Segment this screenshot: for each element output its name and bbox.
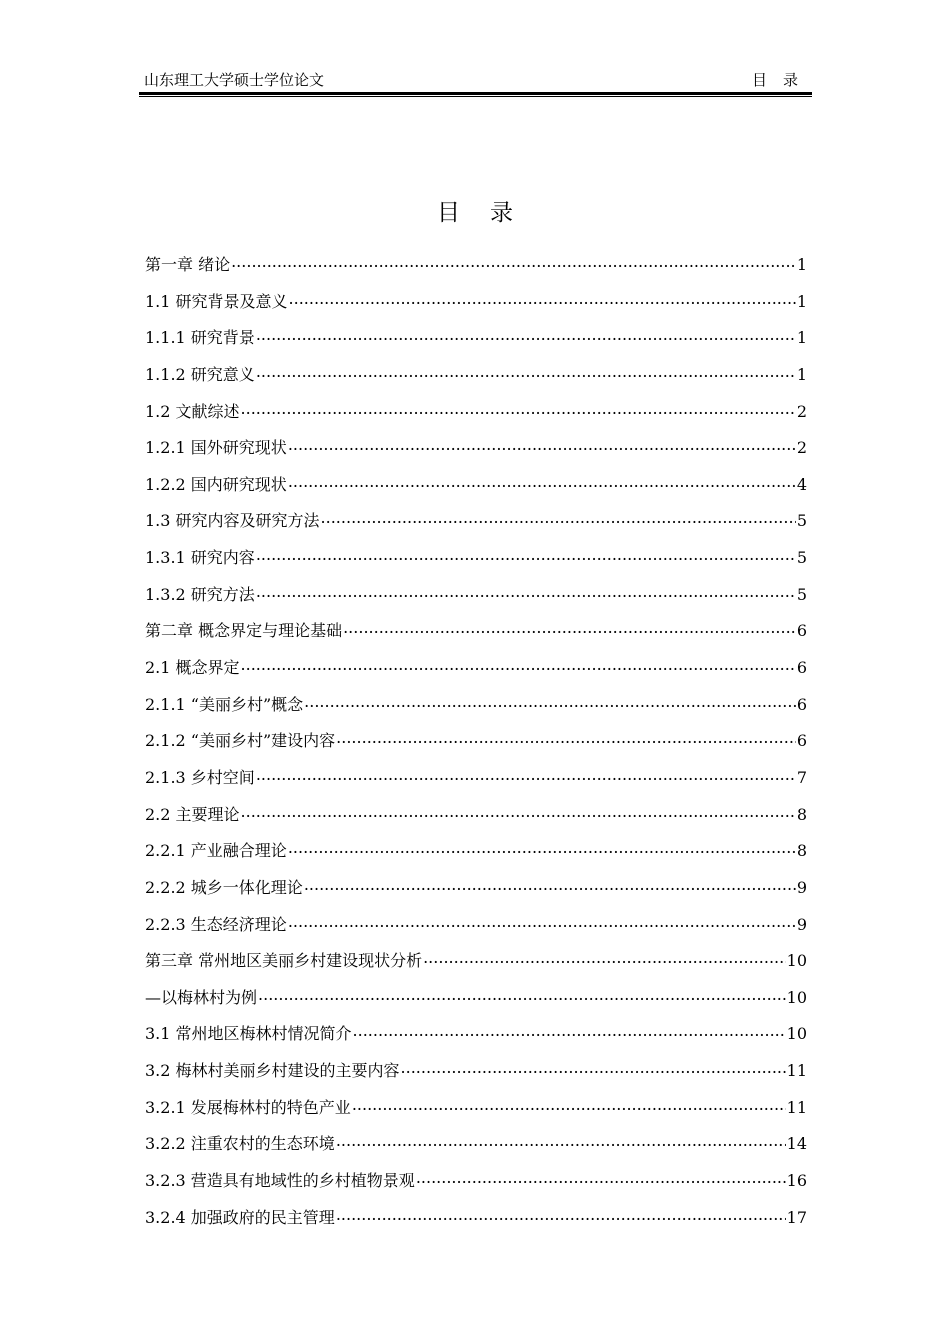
toc-entry[interactable] [145, 1095, 807, 1132]
toc-entry-label: 2.1.3 乡村空间 [145, 767, 255, 787]
toc-entry-label: 3.2.3 营造具有地域性的乡村植物景观 [145, 1171, 415, 1191]
toc-entry[interactable] [145, 948, 807, 985]
toc-leader-dots [241, 655, 796, 673]
toc-leader-dots [288, 435, 796, 453]
toc-entry[interactable] [145, 802, 807, 839]
toc-entry-page-number: 11 [786, 1097, 807, 1117]
toc-leader-dots [304, 692, 796, 710]
toc-entry-page-number: 6 [796, 694, 807, 714]
toc-entry[interactable] [145, 472, 807, 509]
toc-entry[interactable] [145, 912, 807, 949]
toc-entry[interactable] [145, 618, 807, 655]
toc-leader-dots [256, 362, 796, 380]
header-rule-thick [139, 92, 812, 95]
toc-entry[interactable] [145, 838, 807, 875]
toc-leader-dots [401, 1058, 786, 1076]
toc-leader-dots [336, 1131, 786, 1149]
table-of-contents [145, 252, 807, 1241]
toc-entry-page-number: 7 [796, 767, 807, 787]
toc-entry-page-number: 4 [796, 474, 807, 494]
toc-entry-label: 1.2 文献综述 [145, 401, 240, 421]
toc-entry[interactable] [145, 362, 807, 399]
toc-entry-label: 1.3 研究内容及研究方法 [145, 511, 320, 531]
toc-entry[interactable] [145, 289, 807, 326]
toc-entry-label: 1.3.1 研究内容 [145, 548, 255, 568]
toc-entry[interactable] [145, 1168, 807, 1205]
toc-entry-label: 1.2.1 国外研究现状 [145, 438, 287, 458]
toc-entry-page-number: 5 [796, 511, 807, 531]
toc-leader-dots [353, 1021, 786, 1039]
toc-entry-label: 第三章 常州地区美丽乡村建设现状分析 [145, 951, 423, 971]
toc-entry-page-number: 6 [796, 621, 807, 641]
toc-entry-page-number: 17 [786, 1207, 807, 1227]
toc-entry-page-number: 11 [786, 1061, 807, 1081]
toc-leader-dots [288, 912, 796, 930]
toc-leader-dots [256, 582, 796, 600]
toc-entry-label: 2.2.2 城乡一体化理论 [145, 877, 303, 897]
toc-entry[interactable] [145, 1058, 807, 1095]
toc-entry-label: 3.2 梅林村美丽乡村建设的主要内容 [145, 1061, 400, 1081]
toc-entry-page-number: 8 [796, 841, 807, 861]
toc-entry[interactable] [145, 1205, 807, 1242]
toc-entry-label: 2.2.1 产业融合理论 [145, 841, 287, 861]
toc-entry-page-number: 10 [786, 987, 807, 1007]
toc-entry-label: 2.1 概念界定 [145, 658, 240, 678]
toc-leader-dots [288, 472, 796, 490]
toc-entry-page-number: 1 [796, 328, 807, 348]
toc-entry-page-number: 2 [796, 401, 807, 421]
toc-entry-label: 3.2.2 注重农村的生态环境 [145, 1134, 335, 1154]
toc-entry-page-number: 5 [796, 584, 807, 604]
toc-entry-label: 3.2.4 加强政府的民主管理 [145, 1207, 335, 1227]
toc-entry-label: 1.1.1 研究背景 [145, 328, 255, 348]
toc-entry[interactable] [145, 435, 807, 472]
toc-entry[interactable] [145, 545, 807, 582]
toc-entry-label: 2.2.3 生态经济理论 [145, 914, 287, 934]
toc-entry-page-number: 6 [796, 731, 807, 751]
toc-entry-label: —以梅林村为例 [145, 987, 258, 1007]
toc-entry-label: 第二章 概念界定与理论基础 [145, 621, 343, 641]
toc-entry[interactable] [145, 692, 807, 729]
toc-entry-page-number: 1 [796, 255, 807, 274]
toc-entry[interactable] [145, 399, 807, 436]
toc-leader-dots [289, 289, 796, 307]
toc-leader-dots [256, 545, 796, 563]
toc-entry-page-number: 10 [786, 951, 807, 971]
toc-entry-label: 1.1 研究背景及意义 [145, 291, 288, 311]
toc-entry-label: 2.2 主要理论 [145, 804, 240, 824]
toc-entry[interactable] [145, 1021, 807, 1058]
toc-entry-page-number: 10 [786, 1024, 807, 1044]
page-title: 目录 [437, 200, 543, 226]
toc-leader-dots [321, 508, 796, 526]
toc-entry[interactable] [145, 1131, 807, 1168]
header-rule-thin [139, 96, 812, 97]
toc-entry[interactable] [145, 252, 807, 289]
toc-leader-dots [304, 875, 796, 893]
toc-leader-dots [343, 618, 796, 636]
toc-entry-label: 第一章 绪论 [145, 255, 231, 274]
toc-leader-dots [336, 728, 796, 746]
toc-entry-label: 1.1.2 研究意义 [145, 364, 255, 384]
toc-entry-page-number: 8 [796, 804, 807, 824]
toc-leader-dots [256, 325, 796, 343]
toc-entry[interactable] [145, 325, 807, 362]
toc-entry[interactable] [145, 985, 807, 1022]
toc-entry[interactable] [145, 655, 807, 692]
toc-leader-dots [256, 765, 796, 783]
toc-entry[interactable] [145, 728, 807, 765]
toc-entry-label: 2.1.1 “美丽乡村”概念 [145, 694, 304, 714]
toc-entry-label: 2.1.2 “美丽乡村”建设内容 [145, 731, 336, 751]
toc-entry-page-number: 2 [796, 438, 807, 458]
toc-entry-page-number: 16 [786, 1171, 807, 1191]
toc-leader-dots [336, 1205, 786, 1223]
toc-entry[interactable] [145, 875, 807, 912]
toc-entry-label: 1.2.2 国内研究现状 [145, 474, 287, 494]
toc-leader-dots [352, 1095, 786, 1113]
toc-leader-dots [258, 985, 786, 1003]
toc-leader-dots [288, 838, 796, 856]
header-section-name: 目录 [751, 71, 814, 89]
toc-entry-label: 3.2.1 发展梅林村的特色产业 [145, 1097, 351, 1117]
toc-entry-label: 3.1 常州地区梅林村情况简介 [145, 1024, 352, 1044]
toc-entry[interactable] [145, 582, 807, 619]
toc-entry-page-number: 14 [786, 1134, 807, 1154]
toc-leader-dots [423, 948, 786, 966]
toc-entry-page-number: 6 [796, 658, 807, 678]
toc-entry[interactable] [145, 765, 807, 802]
toc-entry-page-number: 9 [796, 914, 807, 934]
toc-leader-dots [231, 252, 796, 270]
toc-leader-dots [241, 802, 796, 820]
toc-entry-label: 1.3.2 研究方法 [145, 584, 255, 604]
page-header [144, 70, 812, 90]
toc-leader-dots [241, 399, 796, 417]
toc-entry-page-number: 1 [796, 291, 807, 311]
toc-entry-page-number: 1 [796, 364, 807, 384]
toc-entry[interactable] [145, 508, 807, 545]
toc-leader-dots [416, 1168, 786, 1186]
header-thesis-name: 山东理工大学硕士学位论文 [144, 71, 325, 89]
toc-entry-page-number: 9 [796, 877, 807, 897]
toc-entry-page-number: 5 [796, 548, 807, 568]
